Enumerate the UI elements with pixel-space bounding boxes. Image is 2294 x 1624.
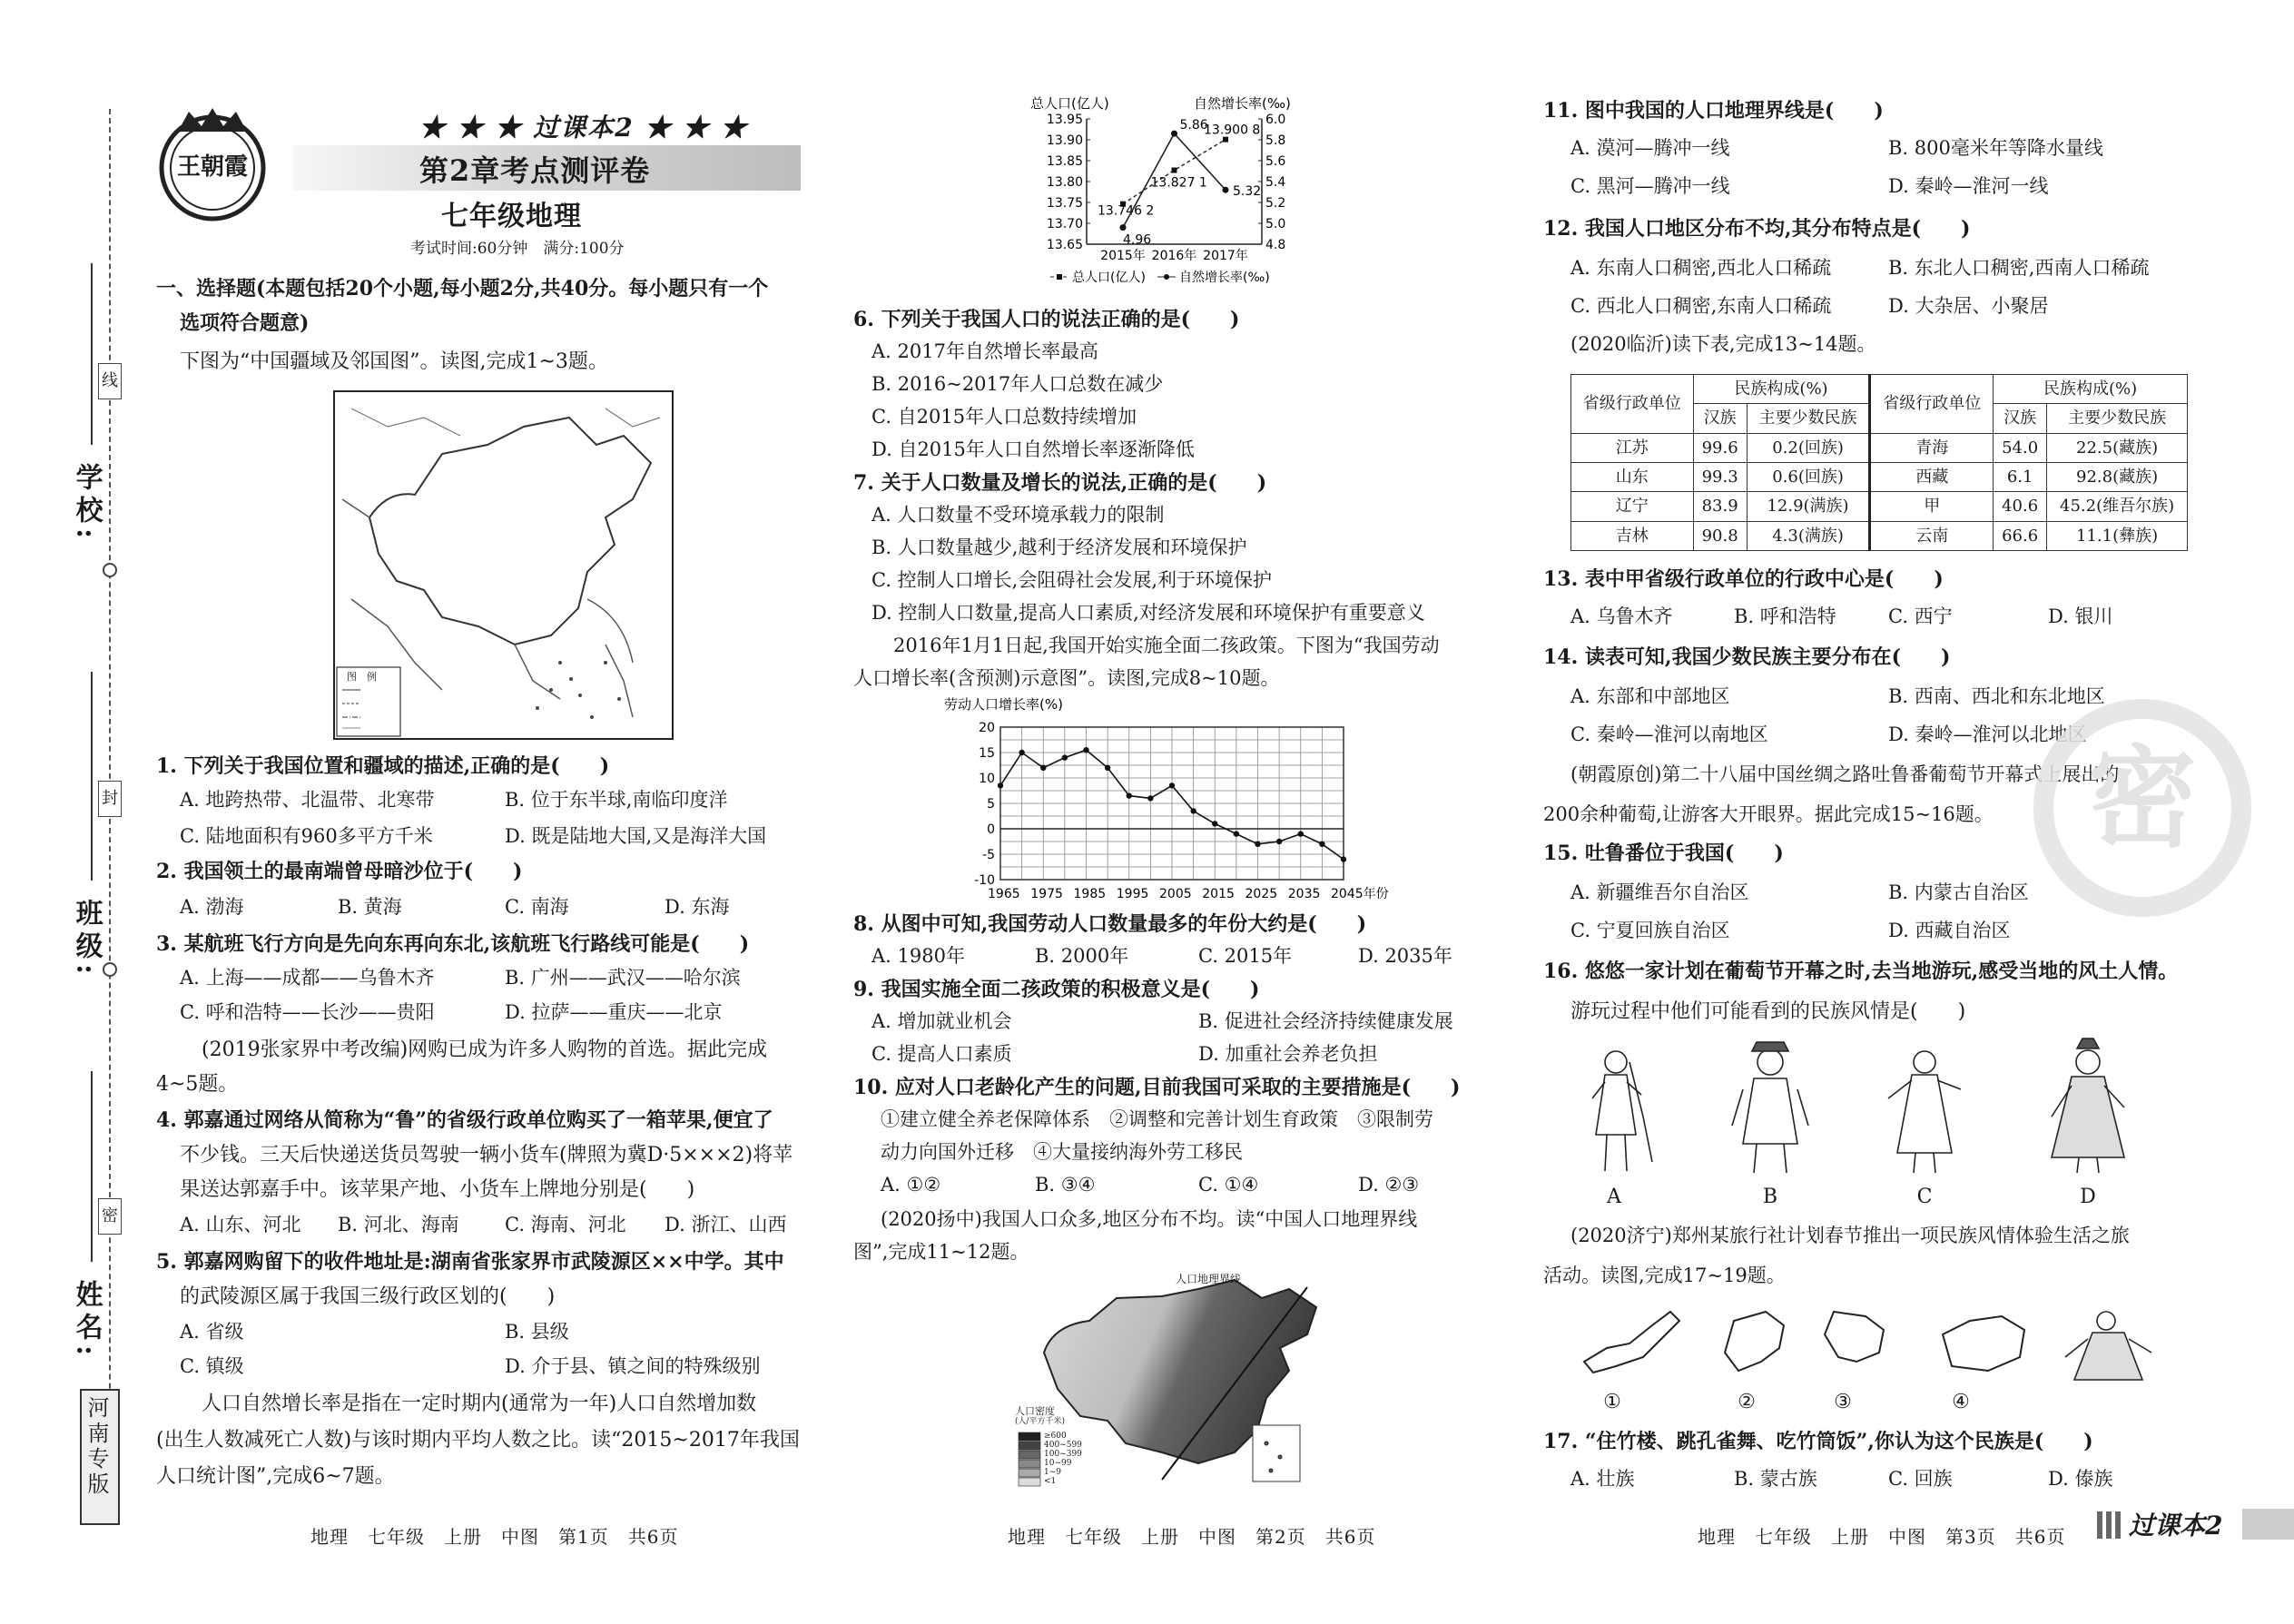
seal-watermark-text: 密 bbox=[2088, 734, 2197, 862]
subject-title: 七年级地理 bbox=[441, 201, 582, 232]
table-header-han: 汉族 bbox=[1693, 404, 1747, 433]
pop-total-label: 13.746 2 bbox=[1098, 203, 1155, 219]
ethnic-dance-figure bbox=[2065, 1312, 2151, 1380]
province-shape-1 bbox=[1584, 1312, 1679, 1373]
q6-option-d[interactable]: D. 自2015年人口自然增长率逐渐降低 bbox=[871, 438, 1195, 460]
q12-option-d[interactable]: D. 大杂居、小聚居 bbox=[1888, 295, 2049, 317]
pop-rate-point bbox=[1223, 187, 1229, 193]
labor-point bbox=[1276, 839, 1282, 844]
china-territory-map bbox=[333, 390, 674, 740]
brand-logo-text: 王朝霞 bbox=[176, 153, 248, 181]
intro-11-12-line2: 图”,完成11~12题。 bbox=[853, 1241, 1029, 1263]
labor-point bbox=[1127, 792, 1132, 798]
q16-stem-line1: 16. 悠悠一家计划在葡萄节开幕之时,去当地游玩,感受当地的风土人情。 bbox=[1543, 960, 2179, 983]
pop-right-tick: 5.2 bbox=[1265, 196, 1286, 211]
costume-figure-c bbox=[1888, 1051, 1961, 1173]
labor-y-tick: 0 bbox=[987, 822, 995, 837]
q3-option-a[interactable]: A. 上海——成都——乌鲁木齐 bbox=[180, 967, 435, 989]
intro-4-5-line2: 4~5题。 bbox=[156, 1073, 239, 1096]
q13-option-c[interactable]: C. 西宁 bbox=[1888, 605, 1953, 627]
q16-stem-line2: 游玩过程中他们可能看到的民族风情是( ) bbox=[1570, 1000, 1966, 1023]
school-line bbox=[91, 263, 93, 445]
q11-option-c[interactable]: C. 黑河—腾冲一线 bbox=[1570, 175, 1730, 197]
q2-stem: 2. 我国领土的最南端曾母暗沙位于( ) bbox=[156, 860, 523, 883]
q8-option-b[interactable]: B. 2000年 bbox=[1035, 945, 1129, 967]
q15-option-d[interactable]: D. 西藏自治区 bbox=[1888, 920, 2011, 941]
class-label: 班级: bbox=[70, 899, 103, 980]
page-title: 第2章考点测评卷 bbox=[419, 153, 651, 188]
pop-legend-total: 总人口(亿人) bbox=[1072, 271, 1146, 285]
binding-dashed-line bbox=[109, 109, 111, 1525]
q1-option-d[interactable]: D. 既是陆地大国,又是海洋大国 bbox=[505, 825, 767, 847]
q10-option-a[interactable]: A. ①② bbox=[881, 1174, 941, 1196]
q14-option-c[interactable]: C. 秦岭—淮河以南地区 bbox=[1570, 723, 1768, 745]
q2-option-c[interactable]: C. 南海 bbox=[505, 896, 569, 918]
intro-15-16-line1: (朝霞原创)第二十八届中国丝绸之路吐鲁番葡萄节开幕式上展出的 bbox=[1570, 763, 2120, 785]
footer-brand: 过课本2 bbox=[2129, 1511, 2223, 1540]
pop-right-tick: 4.8 bbox=[1265, 238, 1286, 252]
q7-option-d[interactable]: D. 控制人口数量,提高人口素质,对经济发展和环境保护有重要意义 bbox=[871, 602, 1425, 624]
table-header-minor-2: 主要少数民族 bbox=[2047, 404, 2188, 433]
labor-point bbox=[1105, 765, 1110, 771]
school-label: 学校: bbox=[70, 463, 103, 545]
map-legend-title: 图 例 bbox=[347, 671, 377, 683]
q3-option-c[interactable]: C. 呼和浩特——长沙——贵阳 bbox=[180, 1001, 435, 1023]
costume-figure-a bbox=[1592, 1051, 1652, 1171]
labor-x-tick: 2045年份 bbox=[1331, 887, 1389, 901]
pop-chart-right-label: 自然增长率(‰) bbox=[1194, 95, 1291, 112]
edition-badge: 河南专版 bbox=[80, 1389, 120, 1525]
labor-chart-ylabel: 劳动人口增长率(%) bbox=[944, 696, 1063, 713]
shape-caption-3: ③ bbox=[1834, 1391, 1852, 1413]
q4-option-a[interactable]: A. 山东、河北 bbox=[180, 1214, 301, 1235]
density-legend-labels: ≥600 400~599 100~399 10~99 1~9 <1 bbox=[1044, 1432, 1082, 1486]
intro-4-5-line1: (2019张家界中考改编)网购已成为许多人购物的首选。据此完成 bbox=[202, 1038, 768, 1061]
labor-x-tick: 1975 bbox=[1030, 887, 1063, 901]
seal2-marker: 密 bbox=[98, 1198, 122, 1235]
labor-y-tick: 10 bbox=[979, 772, 995, 786]
q10-stem: 10. 应对人口老龄化产生的问题,目前我国可采取的主要措施是( ) bbox=[853, 1076, 1461, 1099]
labor-x-tick: 2015 bbox=[1202, 887, 1235, 901]
labor-point bbox=[998, 782, 1003, 788]
table-header-unit: 省级行政单位 bbox=[1571, 375, 1694, 434]
q9-option-a[interactable]: A. 增加就业机会 bbox=[871, 1010, 1012, 1032]
pop-rate-label: 5.86 bbox=[1179, 118, 1208, 133]
pop-legend-rate: 自然增长率(‰) bbox=[1179, 271, 1270, 285]
labor-point bbox=[1019, 750, 1024, 755]
binding-hole bbox=[103, 563, 117, 577]
pop-right-tick: 6.0 bbox=[1265, 113, 1286, 127]
name-line bbox=[91, 1071, 93, 1262]
intro-13-14: (2020临沂)读下表,完成13~14题。 bbox=[1570, 333, 1876, 355]
labor-point bbox=[1341, 856, 1346, 861]
q12-stem: 12. 我国人口地区分布不均,其分布特点是( ) bbox=[1543, 217, 1971, 241]
intro-8-10-line2: 人口增长率(含预测)示意图”。读图,完成8~10题。 bbox=[853, 667, 1280, 689]
q12-option-b[interactable]: B. 东北人口稠密,西南人口稀疏 bbox=[1888, 257, 2150, 279]
line-marker: 线 bbox=[98, 363, 122, 399]
intro-15-16-line2: 200余种葡萄,让游客大开眼界。据此完成15~16题。 bbox=[1543, 803, 1994, 825]
pop-rate-label: 5.32 bbox=[1233, 184, 1262, 200]
q14-option-d[interactable]: D. 秦岭—淮河以北地区 bbox=[1888, 723, 2087, 745]
pop-chart-left-label: 总人口(亿人) bbox=[1030, 95, 1109, 112]
q4-stem-line2: 不少钱。三天后快递送货员驾驶一辆小货车(牌照为冀D·5×××2)将苹 bbox=[180, 1144, 793, 1166]
q7-option-a[interactable]: A. 人口数量不受环境承载力的限制 bbox=[871, 504, 1165, 526]
province-shape-3 bbox=[1825, 1312, 1884, 1362]
q4-option-b[interactable]: B. 河北、海南 bbox=[338, 1214, 459, 1235]
q4-option-c[interactable]: C. 海南、河北 bbox=[505, 1214, 626, 1235]
q6-stem: 6. 下列关于我国人口的说法正确的是( ) bbox=[853, 308, 1240, 331]
q3-option-d[interactable]: D. 拉萨——重庆——北京 bbox=[505, 1001, 723, 1023]
pop-left-tick: 13.65 bbox=[1046, 238, 1083, 252]
labor-point bbox=[1169, 782, 1175, 788]
ethnic-composition-table bbox=[1570, 374, 2188, 551]
labor-point bbox=[1040, 765, 1046, 771]
binding-margin bbox=[0, 0, 145, 1624]
table-header-han-2: 汉族 bbox=[1994, 404, 2047, 433]
class-line bbox=[91, 672, 93, 881]
q17-option-b[interactable]: B. 蒙古族 bbox=[1734, 1468, 1817, 1490]
q5-option-b[interactable]: B. 县级 bbox=[505, 1321, 569, 1343]
q15-option-b[interactable]: B. 内蒙古自治区 bbox=[1888, 881, 2029, 903]
table-row: 江苏 99.6 0.2(回族) 青海 54.0 22.5(藏族) bbox=[1571, 433, 2188, 462]
province-shape-2 bbox=[1725, 1312, 1784, 1371]
labor-growth-chart bbox=[944, 694, 1389, 903]
q10-option-d[interactable]: D. ②③ bbox=[1358, 1174, 1420, 1196]
page-footer-3: 地理 七年级 上册 中图 第3页 共6页 bbox=[1698, 1526, 2066, 1548]
intro-17-19-line1: (2020济宁)郑州某旅行社计划春节推出一项民族风情体验生活之旅 bbox=[1570, 1225, 2130, 1246]
intro-6-7-line1: 人口自然增长率是指在一定时期内(通常为一年)人口自然增加数 bbox=[202, 1393, 757, 1415]
labor-point bbox=[1298, 831, 1304, 836]
q17-option-a[interactable]: A. 壮族 bbox=[1570, 1468, 1635, 1490]
pop-left-tick: 13.95 bbox=[1046, 113, 1083, 127]
q6-option-a[interactable]: A. 2017年自然增长率最高 bbox=[871, 340, 1098, 362]
q5-stem-line2: 的武陵源区属于我国三级行政区划的( ) bbox=[180, 1285, 556, 1308]
q10-items-line2: 动力向国外迁移 ④大量接纳海外劳工移民 bbox=[881, 1141, 1243, 1163]
q8-option-c[interactable]: C. 2015年 bbox=[1198, 945, 1293, 967]
ethnic-costume-figures bbox=[1580, 1035, 2142, 1180]
figure-caption-a: A bbox=[1607, 1186, 1621, 1208]
q14-option-a[interactable]: A. 东部和中部地区 bbox=[1570, 685, 1730, 707]
labor-point bbox=[1212, 821, 1217, 826]
q17-option-c[interactable]: C. 回族 bbox=[1888, 1468, 1953, 1490]
q12-option-c[interactable]: C. 西北人口稠密,东南人口稀疏 bbox=[1570, 295, 1832, 317]
q5-stem-line1: 5. 郭嘉网购留下的收件地址是:湖南省张家界市武陵源区××中学。其中 bbox=[156, 1250, 784, 1274]
density-legend-swatch bbox=[1019, 1451, 1040, 1459]
q8-option-a[interactable]: A. 1980年 bbox=[871, 945, 965, 967]
q10-option-b[interactable]: B. ③④ bbox=[1035, 1174, 1096, 1196]
q13-option-a[interactable]: A. 乌鲁木齐 bbox=[1570, 605, 1673, 627]
labor-point bbox=[1234, 831, 1239, 836]
province-outline-shapes bbox=[1580, 1307, 2161, 1389]
density-legend-swatch bbox=[1019, 1478, 1040, 1486]
series-title: ★ ★ ★ 过课本2 ★ ★ ★ bbox=[419, 113, 748, 143]
labor-y-tick: -10 bbox=[974, 873, 995, 888]
labor-x-tick: 2025 bbox=[1245, 887, 1278, 901]
q15-stem: 15. 吐鲁番位于我国( ) bbox=[1543, 842, 1784, 865]
q11-option-b[interactable]: B. 800毫米年等降水量线 bbox=[1888, 137, 2103, 159]
q3-stem: 3. 某航班飞行方向是先向东再向东北,该航班飞行路线可能是( ) bbox=[156, 932, 750, 956]
q11-option-d[interactable]: D. 秦岭—淮河一线 bbox=[1888, 175, 2049, 197]
pop-x-tick: 2016年 bbox=[1151, 249, 1197, 263]
labor-x-tick: 1965 bbox=[988, 887, 1020, 901]
labor-point bbox=[1319, 842, 1324, 847]
labor-y-tick: -5 bbox=[982, 848, 995, 862]
q10-option-c[interactable]: C. ①④ bbox=[1198, 1174, 1259, 1196]
population-chart bbox=[1030, 95, 1330, 304]
intro-1-3: 下图为“中国疆域及邻国图”。读图,完成1~3题。 bbox=[180, 350, 608, 373]
density-legend bbox=[1019, 1432, 1040, 1486]
q2-option-d[interactable]: D. 东海 bbox=[665, 896, 730, 918]
table-header-minor: 主要少数民族 bbox=[1747, 404, 1870, 433]
pop-left-tick: 13.90 bbox=[1046, 133, 1083, 148]
labor-point bbox=[1062, 754, 1068, 760]
pop-left-tick: 13.75 bbox=[1046, 196, 1083, 211]
figure-caption-b: B bbox=[1762, 1186, 1778, 1208]
q7-option-b[interactable]: B. 人口数量越少,越利于经济发展和环境保护 bbox=[871, 536, 1247, 558]
shape-caption-2: ② bbox=[1738, 1391, 1756, 1413]
labor-y-tick: 20 bbox=[979, 721, 995, 735]
figure-caption-c: C bbox=[1916, 1186, 1933, 1208]
q2-option-b[interactable]: B. 黄海 bbox=[338, 896, 402, 918]
intro-8-10-line1: 2016年1月1日起,我国开始实施全面二孩政策。下图为“我国劳动 bbox=[893, 635, 1440, 656]
pop-right-tick: 5.6 bbox=[1265, 154, 1286, 169]
q13-option-d[interactable]: D. 银川 bbox=[2048, 605, 2113, 627]
name-label: 姓名: bbox=[70, 1280, 103, 1362]
q4-stem-line1: 4. 郭嘉通过网络从简称为“鲁”的省级行政单位购买了一箱苹果,便宜了 bbox=[156, 1108, 773, 1132]
q1-option-b[interactable]: B. 位于东半球,南临印度洋 bbox=[505, 789, 728, 811]
labor-y-tick: 15 bbox=[979, 746, 995, 761]
exam-info: 考试时间:60分钟 满分:100分 bbox=[410, 240, 625, 258]
footer-brand-tab bbox=[2242, 1509, 2294, 1540]
q12-option-a[interactable]: A. 东南人口稠密,西北人口稀疏 bbox=[1570, 257, 1832, 279]
q11-option-a[interactable]: A. 漠河—腾冲一线 bbox=[1570, 137, 1730, 159]
labor-x-tick: 1985 bbox=[1073, 887, 1107, 901]
q7-option-c[interactable]: C. 控制人口增长,会阻碍社会发展,利于环境保护 bbox=[871, 569, 1273, 591]
shape-caption-1: ① bbox=[1603, 1391, 1621, 1413]
density-legend-swatch bbox=[1019, 1460, 1040, 1468]
q9-option-b[interactable]: B. 促进社会经济持续健康发展 bbox=[1198, 1010, 1453, 1032]
pop-legend-total-marker bbox=[1057, 274, 1062, 280]
q17-stem: 17. “住竹楼、跳孔雀舞、吃竹筒饭”,你认为这个民族是( ) bbox=[1543, 1430, 2093, 1453]
intro-17-19-line2: 活动。读图,完成17~19题。 bbox=[1543, 1265, 1786, 1286]
page-footer-1: 地理 七年级 上册 中图 第1页 共6页 bbox=[310, 1526, 679, 1548]
page-footer-2: 地理 七年级 上册 中图 第2页 共6页 bbox=[1008, 1526, 1376, 1548]
q6-option-b[interactable]: B. 2016~2017年人口总数在减少 bbox=[871, 373, 1164, 395]
section-heading-2: 选项符合题意) bbox=[180, 311, 310, 335]
q1-option-c[interactable]: C. 陆地面积有960多平方千米 bbox=[180, 825, 433, 847]
q11-stem: 11. 图中我国的人口地理界线是( ) bbox=[1543, 99, 1884, 123]
table-header-comp: 民族构成(%) bbox=[1693, 375, 1870, 404]
q2-option-a[interactable]: A. 渤海 bbox=[180, 896, 244, 918]
q9-option-d[interactable]: D. 加重社会养老负担 bbox=[1198, 1043, 1378, 1065]
labor-x-tick: 2005 bbox=[1159, 887, 1192, 901]
q17-option-d[interactable]: D. 傣族 bbox=[2048, 1468, 2113, 1490]
table-row: 吉林 90.8 4.3(满族) 云南 66.6 11.1(彝族) bbox=[1571, 521, 2188, 550]
density-legend-title: 人口密度 bbox=[1015, 1405, 1055, 1417]
q5-option-a[interactable]: A. 省级 bbox=[180, 1321, 244, 1343]
q9-option-c[interactable]: C. 提高人口素质 bbox=[871, 1043, 1012, 1065]
labor-x-tick: 1995 bbox=[1116, 887, 1149, 901]
q13-stem: 13. 表中甲省级行政单位的行政中心是( ) bbox=[1543, 567, 1944, 591]
pop-right-tick: 5.0 bbox=[1265, 217, 1286, 231]
q10-items-line1: ①建立健全养老保障体系 ②调整和完善计划生育政策 ③限制劳 bbox=[881, 1108, 1433, 1130]
pop-legend-rate-marker bbox=[1164, 274, 1169, 280]
density-legend-unit: (人/平方千米) bbox=[1015, 1417, 1066, 1426]
q9-stem: 9. 我国实施全面二孩政策的积极意义是( ) bbox=[853, 978, 1260, 1001]
q7-stem: 7. 关于人口数量及增长的说法,正确的是( ) bbox=[853, 471, 1267, 495]
figure-caption-d: D bbox=[2080, 1186, 2096, 1208]
density-legend-swatch bbox=[1019, 1432, 1040, 1441]
pop-rate-point bbox=[1120, 224, 1127, 231]
labor-y-tick: 5 bbox=[987, 797, 995, 812]
seal-marker: 封 bbox=[98, 781, 122, 817]
pop-right-tick: 5.8 bbox=[1265, 133, 1286, 148]
q14-option-b[interactable]: B. 西南、西北和东北地区 bbox=[1888, 685, 2105, 707]
pop-x-tick: 2015年 bbox=[1100, 249, 1146, 263]
q8-stem: 8. 从图中可知,我国劳动人口数量最多的年份大约是( ) bbox=[853, 912, 1367, 936]
footer-brand-pattern bbox=[2097, 1511, 2124, 1539]
pop-total-point bbox=[1172, 168, 1177, 173]
density-legend-swatch bbox=[1019, 1442, 1040, 1450]
pop-left-tick: 13.85 bbox=[1046, 154, 1083, 169]
shape-caption-4: ④ bbox=[1952, 1391, 1970, 1413]
q15-option-a[interactable]: A. 新疆维吾尔自治区 bbox=[1570, 881, 1749, 903]
labor-point bbox=[1255, 842, 1260, 847]
pop-rate-label: 4.96 bbox=[1123, 232, 1152, 248]
density-legend-swatch bbox=[1019, 1469, 1040, 1477]
q8-option-d[interactable]: D. 2035年 bbox=[1358, 945, 1452, 967]
q1-stem: 1. 下列关于我国位置和疆域的描述,正确的是( ) bbox=[156, 754, 610, 778]
q1-option-a[interactable]: A. 地跨热带、北温带、北寒带 bbox=[180, 789, 435, 811]
q4-option-d[interactable]: D. 浙江、山西 bbox=[665, 1214, 787, 1235]
q3-option-b[interactable]: B. 广州——武汉——哈尔滨 bbox=[505, 967, 741, 989]
q5-option-d[interactable]: D. 介于县、镇之间的特殊级别 bbox=[505, 1355, 761, 1377]
q14-stem: 14. 读表可知,我国少数民族主要分布在( ) bbox=[1543, 645, 1951, 669]
pop-left-tick: 13.70 bbox=[1046, 217, 1083, 231]
q5-option-c[interactable]: C. 镇级 bbox=[180, 1355, 244, 1377]
labor-x-tick: 2035 bbox=[1287, 887, 1321, 901]
q4-stem-line3: 果送达郭嘉手中。该苹果产地、小货车上牌地分别是( ) bbox=[180, 1178, 695, 1201]
table-header-comp-2: 民族构成(%) bbox=[1994, 375, 2188, 404]
pop-right-tick: 5.4 bbox=[1265, 175, 1286, 190]
pop-rate-point bbox=[1171, 131, 1177, 137]
costume-figure-b bbox=[1732, 1042, 1808, 1173]
table-row: 辽宁 83.9 12.9(满族) 甲 40.6 45.2(维吾尔族) bbox=[1571, 492, 2188, 521]
table-header-unit-2: 省级行政单位 bbox=[1870, 375, 1994, 434]
boundary-line-label: 人口地理界线 bbox=[1176, 1273, 1242, 1285]
labor-point bbox=[1190, 808, 1196, 813]
pop-total-label: 13.827 1 bbox=[1150, 175, 1207, 191]
intro-6-7-line3: 人口统计图”,完成6~7题。 bbox=[156, 1465, 395, 1488]
q15-option-c[interactable]: C. 宁夏回族自治区 bbox=[1570, 920, 1730, 941]
province-shape-4 bbox=[1943, 1316, 2024, 1371]
table-row: 山东 99.3 0.6(回族) 西藏 6.1 92.8(藏族) bbox=[1571, 463, 2188, 492]
pop-left-tick: 13.80 bbox=[1046, 175, 1083, 190]
q6-option-c[interactable]: C. 自2015年人口总数持续增加 bbox=[871, 406, 1137, 428]
pop-total-label: 13.900 8 bbox=[1204, 123, 1261, 138]
labor-point bbox=[1147, 795, 1153, 801]
costume-figure-d bbox=[2052, 1038, 2124, 1173]
intro-11-12-line1: (2020扬中)我国人口众多,地区分布不均。读“中国人口地理界线 bbox=[881, 1208, 1418, 1230]
pop-x-tick: 2017年 bbox=[1203, 249, 1248, 263]
binding-hole bbox=[103, 962, 117, 977]
section-heading: 一、选择题(本题包括20个小题,每小题2分,共40分。每小题只有一个 bbox=[156, 277, 769, 300]
intro-6-7-line2: (出生人数减死亡人数)与该时期内平均人数之比。读“2015~2017年我国 bbox=[156, 1429, 800, 1452]
labor-point bbox=[1083, 747, 1088, 753]
q13-option-b[interactable]: B. 呼和浩特 bbox=[1734, 605, 1836, 627]
